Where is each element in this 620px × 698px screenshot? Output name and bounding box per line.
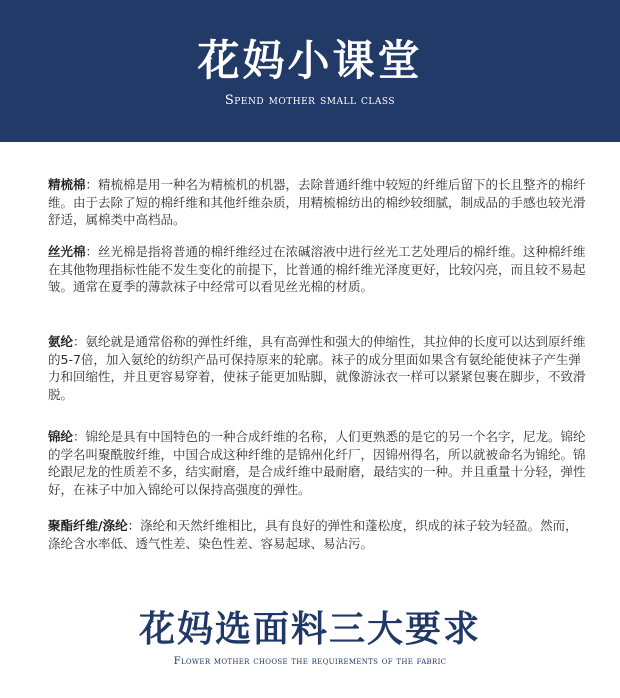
entry-text: ：精梳棉是用一种名为精梳机的机器，去除普通纤维中较短的纤维后留下的长且整齐的棉纤维。由于去除了短的棉纤维和其他纤维杂质，用精梳棉纺出的棉纱较细腻，制成品的手感也较光滑舒适，属棉类中高档品。: [48, 177, 586, 227]
entry-text: ：丝光棉是指将普通的棉纤维经过在浓碱溶液中进行丝光工艺处理后的棉纤维。这种棉纤维在其他物理指标性能不发生变化的前提下，比普通的棉纤维光泽度更好，比较闪亮，而且较不易起皱。通常在夏季的薄款袜子中经常可以看见丝光棉的材质。: [48, 244, 586, 294]
entry-spandex: [48, 333, 588, 403]
entry-text: ：氨纶就是通常俗称的弹性纤维，具有高弹性和强大的伸缩性，其拉伸的长度可以达到原纤维的5-7倍，加入氨纶的纺织产品可保持原来的轮廓。袜子的成分里面如果含有氨纶能使袜子产生弹力和回缩性，并且更容易穿着，使袜子能更加贴脚，就像游泳衣一样可以紧紧包裹在脚步，不致滑脱。: [48, 334, 586, 402]
entry-mercerized-cotton: [48, 243, 588, 296]
entry-term: 氨纶: [48, 334, 74, 349]
entry-term: 锦纶: [48, 429, 74, 444]
entry-text: ：涤纶和天然纤维相比，具有良好的弹性和蓬松度，织成的袜子较为轻盈。然而，涤纶含水率低、透气性差、染色性差、容易起球、易沾污。: [48, 518, 578, 551]
entry-polyester: [48, 517, 588, 552]
entry-term: 聚酯纤维/涤纶: [48, 518, 128, 533]
entry-term: 精梳棉: [48, 177, 86, 192]
header-subtitle: Spend mother small class: [224, 93, 396, 108]
entry-combed-cotton: [48, 176, 588, 229]
entry-term: 丝光棉: [48, 244, 86, 259]
header-banner: [0, 0, 620, 142]
entry-nylon: [48, 428, 588, 498]
entry-text: ：锦纶是具有中国特色的一种合成纤维的名称，人们更熟悉的是它的另一个名字，尼龙。锦纶的学名叫聚酰胺纤维，中国合成这种纤维的是锦州化纤厂，因锦州得名，所以就被命名为锦纶。锦纶跟尼龙的性质差不多，结实耐磨，是合成纤维中最耐磨，最结实的一种。并且重量十分轻，弹性好，在袜子中加入锦纶可以保持高强度的弹性。: [48, 429, 586, 497]
footer-title: 花妈选面料三大要求: [138, 609, 481, 650]
footer-subtitle: Flower mother choose the requirements of the fabric: [173, 656, 447, 667]
header-title: 花妈小课堂: [197, 36, 423, 85]
